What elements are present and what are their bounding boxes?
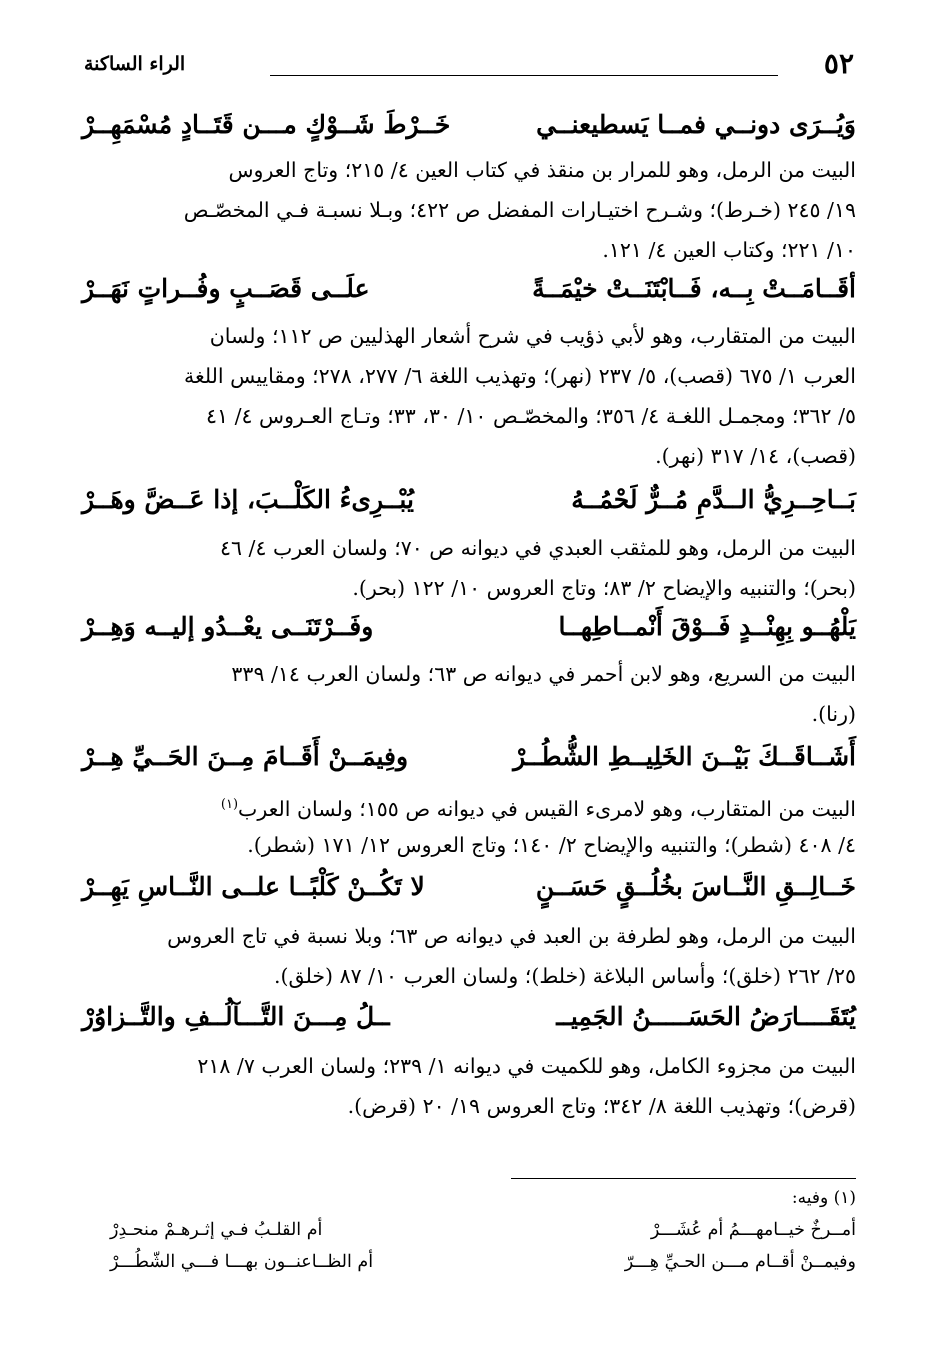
verse-first-hemistich: بَــاحِــرِيُّ الــدَّمِ مُــرٌّ لَحْمُــهُ — [571, 485, 856, 514]
running-title: الراء الساكنة — [84, 53, 186, 75]
verse — [0, 872, 938, 914]
verse-second-hemistich: يُبْــرِىءُ الكَلْــبَ، إذا عَــضَّ وهَــرْ — [82, 485, 414, 514]
verse-second-hemistich: خَــرْطَ شَــوْكٍ مـــن قَتَــادٍ مُسْمَهِــرْ — [82, 110, 451, 139]
page-header — [80, 45, 858, 85]
note-line: البيت من السريع، وهو لابن أحمر في ديوانه ص ٦٣؛ ولسان العرب ١٤/ ٣٣٩ — [231, 662, 856, 686]
header-rule — [270, 75, 778, 76]
footnote-verse — [0, 1252, 938, 1278]
verse-first-hemistich: أَشَــاقَــكَ بَيْــنَ الخَلِيــطِ الشُّطُــرْ — [513, 742, 856, 771]
verse-first-hemistich: أقَــامَــتْ بِــه، فَــابْتَنَــتْ خيْمَــةً — [532, 274, 856, 303]
verse — [0, 742, 938, 784]
verse-first-hemistich: أمــرخٌ خيــامهـــمُ أم عُشَـــرْ — [650, 1220, 856, 1240]
note-line — [82, 785, 856, 825]
note-line: (قصب)، ١٤/ ٣١٧ (نهر). — [655, 444, 856, 468]
note-line: ٥/ ٣٦٢؛ ومجمـل اللغـة ٤/ ٣٥٦؛ والمخصّـص ١٠/ ٣٠، ٣٣؛ وتـاج العـروس ٤/ ٤١ — [206, 404, 856, 428]
verse-first-hemistich: وَيُــرَى دونــي فمــا يَسطيعنــي — [536, 110, 856, 139]
note-line: البيت من الرمل، وهو للمثقب العبدي في ديوانه ص ٧٠؛ ولسان العرب ٤/ ٤٦ — [220, 536, 856, 560]
verse — [0, 274, 938, 316]
note-line-text: البيت من المتقارب، وهو لامرىء القيس في ديوانه ص ١٥٥؛ ولسان العرب — [238, 796, 856, 821]
verse-note — [82, 1046, 856, 1126]
footnote-label: (١) وفيه: — [791, 1188, 856, 1208]
footnote-marker[interactable]: (١) — [220, 797, 239, 812]
verse-second-hemistich: أم الظــاعنــون بهـــا فـــي الشّطُـــرْ — [110, 1252, 374, 1272]
verse — [0, 485, 938, 527]
page-number: ٥٢ — [823, 47, 854, 80]
verse-second-hemistich: علَــى قَصَــبٍ وفُــراتٍ نَهَــرْ — [82, 274, 370, 303]
note-line: ١٩/ ٢٤٥ (خـرط)؛ وشـرح اختيـارات المفضل ص ٤٢٢؛ وبـلا نسبـة فـي المخصّـص — [183, 198, 856, 222]
note-line: البيت من الرمل، وهو للمرار بن منقذ في كتاب العين ٤/ ٢١٥؛ وتاج العروس — [228, 158, 856, 182]
note-line: البيت من المتقارب، وهو لأبي ذؤيب في شرح أشعار الهذليين ص ١١٢؛ ولسان — [209, 324, 856, 348]
verse-first-hemistich: يُتَقَــــارَضُ الحَسَـــــنُ الجَمِيــ — [556, 1002, 856, 1031]
verse-note — [82, 916, 856, 996]
verse-first-hemistich: خَــالِــقِ النَّــاسَ بخُلُــقٍ حَسَــنٍ — [535, 872, 856, 901]
note-line: العرب ١/ ٦٧٥ (قصب)، ٥/ ٢٣٧ (نهر)؛ وتهذيب اللغة ٦/ ٢٧٧، ٢٧٨؛ ومقاييس اللغة — [183, 364, 856, 388]
verse-second-hemistich: أم القلـبُ فـي إثـرهـمْ منحـدِرْ — [110, 1220, 323, 1240]
verse-note — [82, 150, 856, 270]
note-line: (قرض)؛ وتهذيب اللغة ٨/ ٣٤٢؛ وتاج العروس ١٩/ ٢٠ (قرض). — [347, 1094, 856, 1118]
verse-second-hemistich: وفَــرْتَنَــى يعْــدُو إليــه وَهِــرْ — [82, 612, 374, 641]
verse-second-hemistich: لا تَكُــنْ كَلْبًــا علــى النَّــاسِ يَهِــرْ — [82, 872, 425, 901]
verse-note — [82, 785, 856, 865]
verse-first-hemistich: وفيمــنْ أقــام مـــن الحـيِّ هِـــرّ — [624, 1252, 856, 1272]
note-line: البيت من مجزوء الكامل، وهو للكميت في ديوانه ١/ ٢٣٩؛ ولسان العرب ٧/ ٢١٨ — [197, 1054, 856, 1078]
note-line: البيت من الرمل، وهو لطرفة بن العبد في ديوانه ص ٦٣؛ وبلا نسبة في تاج العروس — [167, 924, 856, 948]
footnote-rule — [511, 1178, 856, 1179]
verse — [0, 612, 938, 654]
note-line: (بحر)؛ والتنبيه والإيضاح ٢/ ٨٣؛ وتاج العروس ١٠/ ١٢٢ (بحر). — [352, 576, 856, 600]
verse-second-hemistich: وفِيمَــنْ أَقَــامَ مِــنَ الحَــيِّ هِــرْ — [82, 742, 409, 771]
verse — [0, 1002, 938, 1044]
verse-note — [82, 316, 856, 476]
footnote-verse — [0, 1220, 938, 1246]
verse-note — [82, 528, 856, 608]
verse-note — [82, 654, 856, 734]
note-line: ١٠/ ٢٢١؛ وكتاب العين ٤/ ١٢١. — [602, 238, 856, 262]
note-line: (رنا). — [811, 702, 856, 726]
verse — [0, 110, 938, 152]
verse-second-hemistich: ــلُ مِـــنَ التَّـــآلُــفِ والتَّــزاوُرْ — [82, 1002, 390, 1031]
note-line: ٢٥/ ٢٦٢ (خلق)؛ وأساس البلاغة (خلط)؛ ولسان العرب ١٠/ ٨٧ (خلق). — [273, 964, 856, 988]
note-line: ٤/ ٤٠٨ (شطر)؛ والتنبيه والإيضاح ٢/ ١٤٠؛ وتاج العروس ١٢/ ١٧١ (شطر). — [247, 833, 856, 857]
verse-first-hemistich: يَلْهُــو بِهِنْــدٍ فَــوْقَ أَنْمــاطِهــا — [558, 612, 856, 641]
